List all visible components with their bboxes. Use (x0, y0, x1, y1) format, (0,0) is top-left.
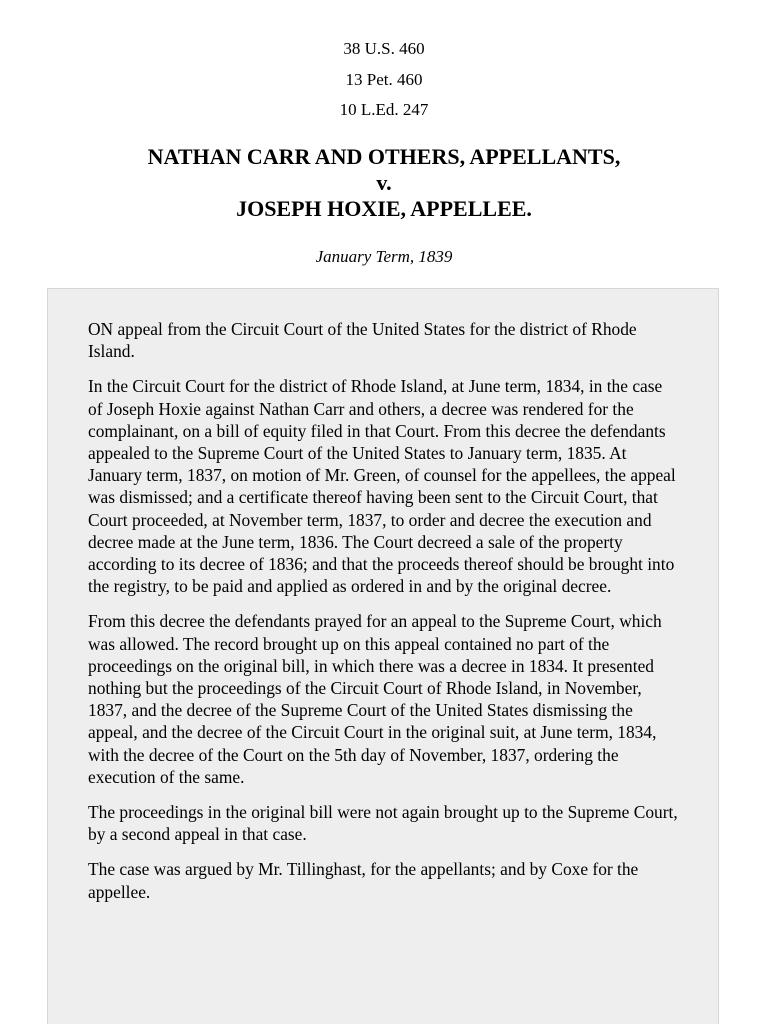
paragraph: The case was argued by Mr. Tillinghast, for the appellants; and by Coxe for the appellee. (88, 859, 639, 902)
paragraph: The proceedings in the original bill were not again brought up to the Supreme Court, by a second appeal in that case. (88, 802, 678, 845)
citation-led: 10 L.Ed. 247 (339, 100, 429, 119)
citation-pet: 13 Pet. 460 (345, 69, 423, 89)
citations (0, 34, 768, 126)
paragraph: ON appeal from the Circuit Court of the United States for the district of Rhode Island. (88, 319, 637, 362)
opinion-text (88, 318, 678, 916)
case-title-appellants: NATHAN CARR AND OTHERS, APPELLANTS, (147, 144, 621, 169)
citation-us: 38 U.S. 460 (343, 39, 425, 58)
case-title (0, 144, 768, 222)
paragraph: In the Circuit Court for the district of Rhode Island, at June term, 1834, in the case of Joseph Hoxie against Nathan Carr and others, a decree was rendered for the complainant, on a bill of equity filed in that Court. From this decree the defendants appealed to the Supreme Court of the United States to January term, 1835. At January term, 1837, on motion of Mr. Green, of counsel for the appellees, the appeal was dismissed; and a certificate thereof having been sent to the Circuit Court, that Court proceeded, at November term, 1837, to order and decree the execution and decree made at the June term, 1836. The Court decreed a sale of the property according to its decree of 1836; and that the proceeds thereof should be brought into the registry, to be paid and applied as ordered in and by the original decree. (88, 376, 676, 597)
paragraph: From this decree the defendants prayed for an appeal to the Supreme Court, which was allowed. The record brought up on this appeal contained no part of the proceedings on the original bill, in which there was a decree in 1834. It presented nothing but the proceedings of the Circuit Court of Rhode Island, in November, 1837, and the decree of the Supreme Court of the United States dismissing the appeal, and the decree of the Circuit Court in the original suit, at June term, 1834, with the decree of the Court on the 5th day of November, 1837, ordering the execution of the same. (88, 611, 662, 787)
case-title-versus: v. (376, 170, 392, 195)
case-title-appellee: JOSEPH HOXIE, APPELLEE. (236, 196, 532, 221)
term-date: January Term, 1839 (315, 247, 453, 266)
opinion-panel (47, 288, 719, 1024)
